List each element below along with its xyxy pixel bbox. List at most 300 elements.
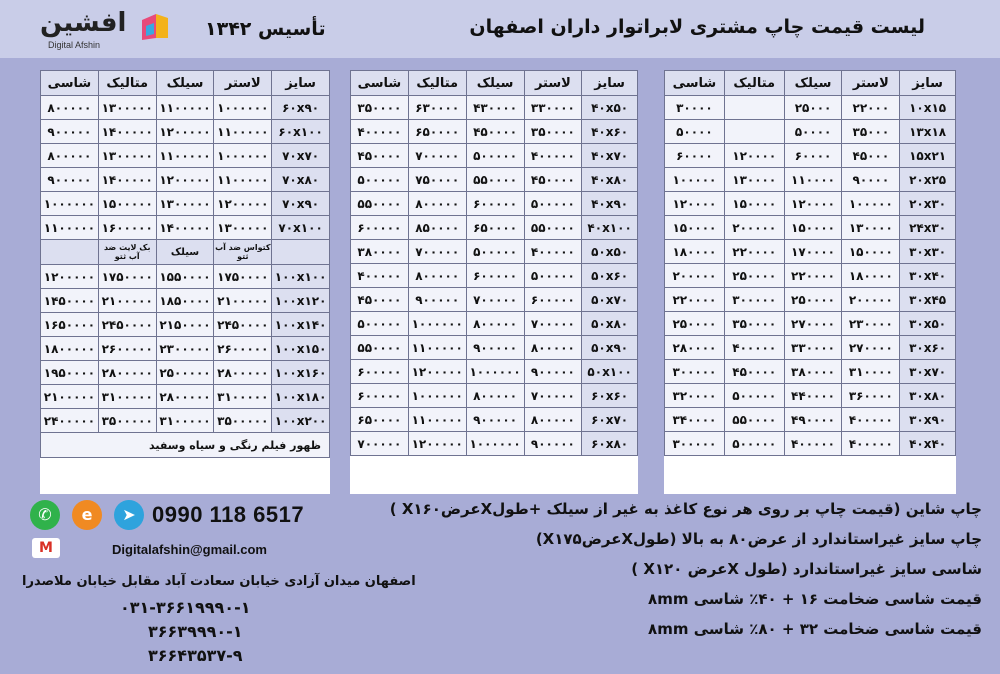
price-cell: ۵۰۰۰۰۰ — [724, 432, 784, 456]
price-cell: ۱۲۰۰۰۰۰ — [156, 168, 214, 192]
price-cell: ۱۱۰۰۰۰ — [784, 168, 842, 192]
price-cell: ۳۵۰۰۰۰ — [351, 96, 409, 120]
logo — [40, 8, 175, 52]
film-note-row — [41, 433, 330, 458]
price-cell: ۵۰۰۰۰ — [665, 120, 725, 144]
price-cell: ۱۰۰۰۰۰۰ — [41, 192, 99, 216]
size-cell: ۶۰x۸۰ — [582, 432, 638, 456]
size-cell: ۳۰x۴۵ — [900, 288, 956, 312]
size-cell: ۵۰x۷۰ — [582, 288, 638, 312]
size-cell: ۷۰x۷۰ — [272, 144, 330, 168]
price-cell: ۲۷۰۰۰۰ — [842, 336, 900, 360]
price-cell: ۱۵۰۰۰۰ — [724, 192, 784, 216]
price-cell: ۱۲۰۰۰۰۰ — [156, 120, 214, 144]
price-cell: ۵۰۰۰۰ — [784, 120, 842, 144]
price-cell: ۹۰۰۰۰۰ — [466, 336, 524, 360]
price-cell: ۳۵۰۰۰۰۰ — [98, 409, 156, 433]
size-cell: ۳۰x۵۰ — [900, 312, 956, 336]
price-cell: ۲۴۰۰۰۰۰ — [41, 409, 99, 433]
price-cell: ۹۰۰۰۰۰ — [524, 432, 582, 456]
price-cell: ۹۰۰۰۰ — [842, 168, 900, 192]
price-cell: ۵۵۰۰۰۰ — [524, 216, 582, 240]
price-cell: ۹۰۰۰۰۰ — [41, 120, 99, 144]
table-row — [665, 288, 956, 312]
price-cell: ۴۹۰۰۰۰ — [784, 408, 842, 432]
size-cell: ۴۰x۴۰ — [900, 432, 956, 456]
sub-col-backlight: بک لایت ضد آب ثتو — [98, 240, 156, 265]
table-row — [351, 192, 638, 216]
table-row — [665, 336, 956, 360]
price-cell: ۱۲۰۰۰۰۰ — [41, 265, 99, 289]
price-cell: ۱۳۰۰۰۰ — [842, 216, 900, 240]
size-cell: ۱۰۰x۱۲۰ — [272, 289, 330, 313]
price-cell: ۴۵۰۰۰ — [842, 144, 900, 168]
price-cell: ۹۰۰۰۰۰ — [408, 288, 466, 312]
price-cell: ۱۴۵۰۰۰۰ — [41, 289, 99, 313]
size-cell: ۷۰x۹۰ — [272, 192, 330, 216]
price-cell: ۲۸۰۰۰۰۰ — [156, 385, 214, 409]
size-cell: ۴۰x۶۰ — [582, 120, 638, 144]
table-row — [351, 216, 638, 240]
size-cell: ۳۰x۶۰ — [900, 336, 956, 360]
size-cell: ۱۳x۱۸ — [900, 120, 956, 144]
size-cell: ۱۰۰x۲۰۰ — [272, 409, 330, 433]
table-row — [41, 144, 330, 168]
price-cell: ۳۱۰۰۰۰۰ — [98, 385, 156, 409]
price-cell: ۶۵۰۰۰۰ — [351, 408, 409, 432]
price-cell: ۱۸۰۰۰۰ — [665, 240, 725, 264]
price-cell: ۶۵۰۰۰۰ — [466, 216, 524, 240]
price-table-medium — [350, 70, 638, 494]
size-cell: ۳۰x۴۰ — [900, 264, 956, 288]
price-cell: ۶۰۰۰۰۰ — [351, 384, 409, 408]
price-cell: ۱۰۰۰۰۰۰ — [408, 312, 466, 336]
table-row — [41, 289, 330, 313]
size-cell: ۶۰x۹۰ — [272, 96, 330, 120]
price-cell: ۱۷۵۰۰۰۰ — [98, 265, 156, 289]
price-cell: ۴۰۰۰۰۰ — [842, 408, 900, 432]
price-cell: ۷۰۰۰۰۰ — [408, 144, 466, 168]
sub-col-size — [272, 240, 330, 265]
table-header-row — [41, 71, 330, 96]
price-cell: ۲۵۰۰۰۰۰ — [156, 361, 214, 385]
price-cell: ۴۰۰۰۰۰ — [351, 120, 409, 144]
price-cell: ۱۵۰۰۰۰ — [842, 240, 900, 264]
tel-line-1: ۰۳۱-۳۶۶۱۹۹۹۰-۱ — [120, 598, 251, 617]
price-cell: ۴۴۰۰۰۰ — [784, 384, 842, 408]
price-cell: ۱۰۰۰۰۰۰ — [214, 96, 272, 120]
table-row — [665, 240, 956, 264]
price-cell: ۶۵۰۰۰۰ — [408, 120, 466, 144]
price-cell: ۲۶۰۰۰۰۰ — [214, 337, 272, 361]
price-cell: ۱۳۰۰۰۰۰ — [98, 144, 156, 168]
table-row — [665, 264, 956, 288]
table-row — [351, 360, 638, 384]
size-cell: ۴۰x۸۰ — [582, 168, 638, 192]
table-row — [351, 336, 638, 360]
price-cell: ۲۶۰۰۰۰۰ — [98, 337, 156, 361]
price-cell: ۲۲۰۰۰۰ — [724, 240, 784, 264]
logo-text: افشین — [40, 8, 127, 38]
size-cell: ۵۰x۹۰ — [582, 336, 638, 360]
table-row — [351, 312, 638, 336]
size-cell: ۲۰x۳۰ — [900, 192, 956, 216]
table-row — [665, 120, 956, 144]
price-cell: ۱۱۰۰۰۰۰ — [156, 96, 214, 120]
col-luster: لاستر — [524, 71, 582, 96]
price-cell: ۱۱۰۰۰۰۰ — [156, 144, 214, 168]
size-cell: ۴۰x۱۰۰ — [582, 216, 638, 240]
price-cell: ۴۰۰۰۰۰ — [524, 240, 582, 264]
tel-line-2: ۳۶۶۳۹۹۹۰-۱ — [148, 622, 243, 641]
price-cell: ۴۵۰۰۰۰ — [351, 288, 409, 312]
price-cell: ۲۳۰۰۰۰۰ — [156, 337, 214, 361]
price-cell: ۲۵۰۰۰۰ — [784, 288, 842, 312]
table-row — [665, 312, 956, 336]
price-cell: ۵۰۰۰۰۰ — [466, 240, 524, 264]
price-cell: ۲۵۰۰۰۰ — [665, 312, 725, 336]
col-chassis: شاسی — [351, 71, 409, 96]
film-note: ظهور فیلم رنگی و سیاه وسفید — [41, 433, 330, 458]
price-cell: ۳۱۰۰۰۰۰ — [214, 385, 272, 409]
price-cell: ۳۵۰۰۰ — [842, 120, 900, 144]
size-cell: ۶۰x۷۰ — [582, 408, 638, 432]
price-cell: ۵۰۰۰۰۰ — [351, 312, 409, 336]
price-cell: ۲۳۰۰۰۰ — [842, 312, 900, 336]
price-cell: ۵۰۰۰۰۰ — [724, 384, 784, 408]
price-cell: ۲۲۰۰۰۰ — [665, 288, 725, 312]
size-cell: ۷۰x۱۰۰ — [272, 216, 330, 240]
table-row — [665, 360, 956, 384]
price-cell: ۱۳۰۰۰۰ — [724, 168, 784, 192]
note-nonstandard-print: چاپ سایز غیراستاندارد از عرض۸۰ به بالا (طولXعرضX۱۷۵) — [535, 530, 982, 548]
price-cell: ۱۲۰۰۰۰ — [665, 192, 725, 216]
price-cell: ۶۰۰۰۰۰ — [351, 360, 409, 384]
price-cell: ۷۰۰۰۰۰ — [351, 432, 409, 456]
price-cell: ۷۰۰۰۰۰ — [524, 312, 582, 336]
price-cell: ۲۸۰۰۰۰ — [665, 336, 725, 360]
col-chassis: شاسی — [665, 71, 725, 96]
col-chassis: شاسی — [41, 71, 99, 96]
price-cell: ۱۱۰۰۰۰۰ — [408, 336, 466, 360]
price-cell: ۱۲۰۰۰۰ — [724, 144, 784, 168]
note-nonstandard-chassis: شاسی سایز غیراستاندارد (طول Xعرض X۱۲۰ ) — [631, 560, 982, 578]
price-cell: ۱۷۵۰۰۰۰ — [214, 265, 272, 289]
col-silk: سیلک — [784, 71, 842, 96]
table-subheader-row — [41, 240, 330, 265]
price-cell: ۷۵۰۰۰۰ — [408, 168, 466, 192]
price-cell: ۸۰۰۰۰۰ — [524, 336, 582, 360]
price-cell: ۶۰۰۰۰ — [784, 144, 842, 168]
table-row — [351, 264, 638, 288]
price-cell: ۱۰۰۰۰۰۰ — [408, 384, 466, 408]
price-cell: ۲۱۰۰۰۰۰ — [214, 289, 272, 313]
size-cell: ۴۰x۹۰ — [582, 192, 638, 216]
price-cell: ۳۱۰۰۰۰ — [842, 360, 900, 384]
sub-col-chassis — [41, 240, 99, 265]
size-cell: ۱۰۰x۱۰۰ — [272, 265, 330, 289]
size-cell: ۵۰x۵۰ — [582, 240, 638, 264]
founded-year: تأسیس ۱۳۴۲ — [205, 18, 326, 40]
note-chassis-16: قیمت شاسی ضخامت ۱۶ + ۴۰٪ شاسی ۸mm — [648, 590, 982, 608]
table-row — [351, 432, 638, 456]
table-row — [41, 168, 330, 192]
price-cell: ۲۱۰۰۰۰۰ — [98, 289, 156, 313]
price-cell: ۸۰۰۰۰۰ — [408, 192, 466, 216]
price-cell: ۶۰۰۰۰ — [665, 144, 725, 168]
price-cell: ۴۳۰۰۰۰ — [466, 96, 524, 120]
size-cell: ۳۰x۳۰ — [900, 240, 956, 264]
size-cell: ۴۰x۵۰ — [582, 96, 638, 120]
price-cell: ۱۰۰۰۰۰ — [665, 168, 725, 192]
price-cell: ۳۸۰۰۰۰ — [351, 240, 409, 264]
size-cell: ۱۰x۱۵ — [900, 96, 956, 120]
price-cell: ۱۱۰۰۰۰۰ — [214, 120, 272, 144]
price-cell: ۸۰۰۰۰۰ — [524, 408, 582, 432]
price-cell: ۱۰۰۰۰۰۰ — [214, 144, 272, 168]
whatsapp-icon[interactable]: ✆ — [30, 500, 60, 530]
price-cell: ۲۴۵۰۰۰۰ — [214, 313, 272, 337]
price-cell: ۹۰۰۰۰۰ — [466, 408, 524, 432]
size-cell: ۵۰x۱۰۰ — [582, 360, 638, 384]
price-cell: ۳۰۰۰۰ — [665, 96, 725, 120]
price-cell: ۳۰۰۰۰۰ — [724, 288, 784, 312]
gmail-icon[interactable]: M — [32, 538, 60, 558]
table-row — [41, 192, 330, 216]
price-cell: ۱۲۰۰۰۰۰ — [214, 192, 272, 216]
price-cell: ۱۰۰۰۰۰ — [842, 192, 900, 216]
price-cell: ۴۰۰۰۰۰ — [724, 336, 784, 360]
size-cell: ۶۰x۶۰ — [582, 384, 638, 408]
table-row — [665, 192, 956, 216]
table-row — [665, 432, 956, 456]
price-cell: ۴۰۰۰۰۰ — [842, 432, 900, 456]
sub-col-canvas: کتواس ضد آب ثتو — [214, 240, 272, 265]
price-cell: ۲۵۰۰۰ — [784, 96, 842, 120]
price-cell: ۲۸۰۰۰۰۰ — [214, 361, 272, 385]
price-cell: ۱۲۰۰۰۰۰ — [408, 432, 466, 456]
table-row — [41, 385, 330, 409]
price-cell: ۱۶۵۰۰۰۰ — [41, 313, 99, 337]
price-cell: ۵۵۰۰۰۰ — [724, 408, 784, 432]
address: اصفهان میدان آزادی خیابان سعادت آباد مقابل خیابان ملاصدرا — [22, 574, 416, 589]
price-cell: ۲۵۰۰۰۰ — [724, 264, 784, 288]
price-cell: ۱۸۰۰۰۰ — [842, 264, 900, 288]
price-cell: ۶۰۰۰۰۰ — [524, 288, 582, 312]
price-cell: ۱۰۰۰۰۰۰ — [466, 360, 524, 384]
price-cell: ۳۴۰۰۰۰ — [665, 408, 725, 432]
phone-number[interactable]: 0990 118 6517 — [152, 502, 305, 527]
price-cell: ۳۰۰۰۰۰ — [665, 360, 725, 384]
size-cell: ۱۰۰x۱۶۰ — [272, 361, 330, 385]
price-cell: ۲۲۰۰۰۰ — [784, 264, 842, 288]
price-cell: ۳۰۰۰۰۰ — [665, 432, 725, 456]
col-size: سایز — [900, 71, 956, 96]
price-cell: ۲۱۵۰۰۰۰ — [156, 313, 214, 337]
price-cell: ۱۴۰۰۰۰۰ — [98, 120, 156, 144]
price-cell: ۸۰۰۰۰۰ — [41, 96, 99, 120]
price-cell: ۱۸۰۰۰۰۰ — [41, 337, 99, 361]
table-small-sizes — [664, 70, 956, 456]
size-cell: ۱۰۰x۱۴۰ — [272, 313, 330, 337]
size-cell: ۳۰x۹۰ — [900, 408, 956, 432]
price-cell: ۱۳۰۰۰۰۰ — [156, 192, 214, 216]
price-cell: ۶۳۰۰۰۰ — [408, 96, 466, 120]
price-cell: ۵۰۰۰۰۰ — [524, 264, 582, 288]
size-cell: ۶۰x۱۰۰ — [272, 120, 330, 144]
table-header-row — [665, 71, 956, 96]
price-cell: ۲۴۵۰۰۰۰ — [98, 313, 156, 337]
price-table-large — [40, 70, 330, 494]
price-cell: ۱۹۵۰۰۰۰ — [41, 361, 99, 385]
table-row — [41, 216, 330, 240]
logo-mark-icon — [138, 12, 172, 42]
table-row — [41, 120, 330, 144]
price-cell: ۹۰۰۰۰۰ — [524, 360, 582, 384]
col-size: سایز — [582, 71, 638, 96]
price-cell: ۳۲۰۰۰۰ — [665, 384, 725, 408]
table-medium-sizes — [350, 70, 638, 456]
price-cell: ۲۰۰۰۰۰ — [842, 288, 900, 312]
price-cell: ۳۳۰۰۰۰ — [524, 96, 582, 120]
col-silk: سیلک — [466, 71, 524, 96]
price-cell: ۳۵۰۰۰۰ — [524, 120, 582, 144]
col-metallic: متالیک — [724, 71, 784, 96]
table-row — [41, 313, 330, 337]
price-cell: ۶۰۰۰۰۰ — [466, 192, 524, 216]
price-cell: ۸۰۰۰۰۰ — [41, 144, 99, 168]
size-cell: ۲۴x۳۰ — [900, 216, 956, 240]
col-luster: لاستر — [842, 71, 900, 96]
table-row — [665, 96, 956, 120]
price-cell: ۵۰۰۰۰۰ — [466, 144, 524, 168]
table-row — [41, 337, 330, 361]
note-shine-print: چاپ شاین (قیمت چاپ بر روی هر نوع کاغذ به غیر از سیلک +طولXعرضX۱۶۰ ) — [389, 500, 982, 518]
price-cell: ۲۰۰۰۰۰ — [665, 264, 725, 288]
price-cell: ۶۰۰۰۰۰ — [466, 264, 524, 288]
price-cell: ۲۸۰۰۰۰۰ — [98, 361, 156, 385]
sub-col-silk: سیلک — [156, 240, 214, 265]
price-cell: ۱۵۰۰۰۰ — [665, 216, 725, 240]
price-cell: ۱۶۰۰۰۰۰ — [98, 216, 156, 240]
logo-subtitle: Digital Afshin — [48, 40, 101, 50]
price-table-small — [664, 70, 956, 494]
price-cell: ۳۶۰۰۰۰ — [842, 384, 900, 408]
size-cell: ۴۰x۷۰ — [582, 144, 638, 168]
price-cell: ۸۰۰۰۰۰ — [466, 312, 524, 336]
price-cell: ۴۰۰۰۰۰ — [524, 144, 582, 168]
table-row — [41, 409, 330, 433]
price-cell: ۱۲۰۰۰۰۰ — [408, 360, 466, 384]
price-cell: ۱۱۰۰۰۰۰ — [41, 216, 99, 240]
col-size: سایز — [272, 71, 330, 96]
price-cell: ۴۰۰۰۰۰ — [351, 264, 409, 288]
eitaa-icon[interactable]: e — [72, 500, 102, 530]
table-row — [665, 168, 956, 192]
size-cell: ۵۰x۶۰ — [582, 264, 638, 288]
price-cell: ۱۴۰۰۰۰۰ — [98, 168, 156, 192]
price-cell — [724, 120, 784, 144]
table-row — [351, 384, 638, 408]
price-cell: ۱۱۰۰۰۰۰ — [408, 408, 466, 432]
price-cell: ۴۵۰۰۰۰ — [466, 120, 524, 144]
col-luster: لاستر — [214, 71, 272, 96]
table-row — [41, 96, 330, 120]
size-cell: ۲۰x۲۵ — [900, 168, 956, 192]
price-cell: ۷۰۰۰۰۰ — [466, 288, 524, 312]
price-cell: ۳۵۰۰۰۰ — [724, 312, 784, 336]
price-cell: ۲۲۰۰۰ — [842, 96, 900, 120]
price-cell: ۴۵۰۰۰۰ — [524, 168, 582, 192]
price-cell: ۱۰۰۰۰۰۰ — [466, 432, 524, 456]
size-cell: ۷۰x۸۰ — [272, 168, 330, 192]
price-cell: ۹۰۰۰۰۰ — [41, 168, 99, 192]
page-title: لیست قیمت چاپ مشتری لابراتوار داران اصفهان — [469, 16, 925, 38]
price-cell: ۱۵۰۰۰۰ — [784, 216, 842, 240]
price-cell: ۳۳۰۰۰۰ — [784, 336, 842, 360]
price-cell: ۲۱۰۰۰۰۰ — [41, 385, 99, 409]
price-cell: ۵۵۰۰۰۰ — [466, 168, 524, 192]
price-cell: ۱۵۵۰۰۰۰ — [156, 265, 214, 289]
table-row — [351, 96, 638, 120]
col-metallic: متالیک — [98, 71, 156, 96]
size-cell: ۳۰x۷۰ — [900, 360, 956, 384]
col-silk: سیلک — [156, 71, 214, 96]
size-cell: ۵۰x۸۰ — [582, 312, 638, 336]
price-cell: ۱۷۰۰۰۰ — [784, 240, 842, 264]
price-cell: ۱۲۰۰۰۰ — [784, 192, 842, 216]
price-cell: ۱۳۰۰۰۰۰ — [98, 96, 156, 120]
size-cell: ۱۰۰x۱۸۰ — [272, 385, 330, 409]
table-row — [665, 144, 956, 168]
table-large-sizes — [40, 70, 330, 458]
table-header-row — [351, 71, 638, 96]
note-chassis-32: قیمت شاسی ضخامت ۳۲ + ۸۰٪ شاسی ۸mm — [648, 620, 982, 638]
table-row — [351, 120, 638, 144]
price-cell: ۴۵۰۰۰۰ — [724, 360, 784, 384]
table-row — [41, 361, 330, 385]
price-cell: ۱۱۰۰۰۰۰ — [214, 168, 272, 192]
size-cell: ۳۰x۸۰ — [900, 384, 956, 408]
price-cell: ۷۰۰۰۰۰ — [408, 240, 466, 264]
size-cell: ۱۰۰x۱۵۰ — [272, 337, 330, 361]
table-row — [41, 265, 330, 289]
col-metallic: متالیک — [408, 71, 466, 96]
price-cell: ۵۵۰۰۰۰ — [351, 336, 409, 360]
table-row — [351, 288, 638, 312]
price-cell: ۳۵۰۰۰۰۰ — [214, 409, 272, 433]
price-cell: ۴۰۰۰۰۰ — [784, 432, 842, 456]
table-row — [665, 384, 956, 408]
table-row — [351, 168, 638, 192]
price-cell: ۵۰۰۰۰۰ — [351, 168, 409, 192]
pricing-notes — [390, 500, 982, 650]
price-cell: ۷۰۰۰۰۰ — [524, 384, 582, 408]
telegram-icon[interactable]: ➤ — [114, 500, 144, 530]
table-row — [351, 144, 638, 168]
price-cell: ۳۸۰۰۰۰ — [784, 360, 842, 384]
price-cell: ۵۰۰۰۰۰ — [524, 192, 582, 216]
price-cell: ۸۰۰۰۰۰ — [408, 264, 466, 288]
price-cell: ۸۰۰۰۰۰ — [466, 384, 524, 408]
price-cell: ۴۵۰۰۰۰ — [351, 144, 409, 168]
table-row — [351, 240, 638, 264]
price-cell: ۱۴۰۰۰۰۰ — [156, 216, 214, 240]
price-cell: ۱۵۰۰۰۰۰ — [98, 192, 156, 216]
price-cell — [724, 96, 784, 120]
price-cell: ۲۰۰۰۰۰ — [724, 216, 784, 240]
email-address[interactable]: Digitalafshin@gmail.com — [112, 542, 267, 557]
